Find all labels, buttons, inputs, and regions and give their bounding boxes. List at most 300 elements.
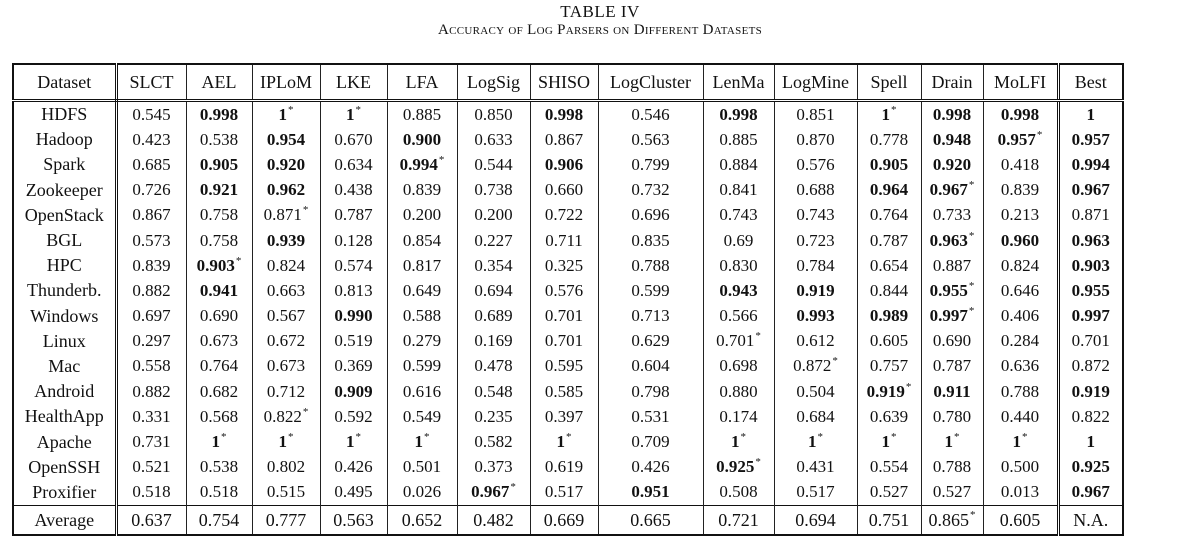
cell-value: 0.867 bbox=[544, 129, 584, 149]
cell-value: 0.418 bbox=[1000, 154, 1040, 174]
table-cell bbox=[252, 404, 320, 429]
cell-value: 0.660 bbox=[544, 180, 584, 200]
star-marker: * bbox=[510, 481, 516, 494]
cell-value: 0.784 bbox=[796, 255, 835, 275]
star-marker: * bbox=[355, 431, 361, 444]
table-cell bbox=[320, 480, 387, 506]
table-cell bbox=[598, 203, 703, 228]
table-cell bbox=[252, 429, 320, 454]
cell-value: 0.633 bbox=[474, 129, 513, 149]
cell-value: 0.824 bbox=[266, 255, 306, 275]
cell-value: 0.955 bbox=[1071, 280, 1110, 300]
table-cell bbox=[598, 178, 703, 203]
cell-value: 0.882 bbox=[132, 381, 171, 401]
cell-value: 0.967 bbox=[1071, 180, 1110, 200]
star-marker: * bbox=[235, 254, 242, 267]
cell-value: 0.672 bbox=[266, 331, 306, 351]
table-row bbox=[13, 278, 1123, 303]
table-cell bbox=[983, 127, 1058, 152]
cell-value: 0.548 bbox=[474, 381, 513, 401]
cell-value: 0.788 bbox=[932, 457, 972, 477]
table-cell bbox=[983, 506, 1058, 536]
table-cell bbox=[1058, 152, 1123, 177]
cell-value: 0.839 bbox=[402, 180, 442, 200]
cell-value: 0.787 bbox=[869, 230, 909, 250]
cell-value: 0.637 bbox=[131, 509, 172, 530]
cell-value: 0.373 bbox=[474, 457, 513, 477]
table-cell bbox=[857, 354, 921, 379]
cell-value: 0.817 bbox=[402, 255, 442, 275]
dataset-name: Android bbox=[13, 379, 116, 404]
cell-value: 0.689 bbox=[474, 306, 513, 326]
cell-value: 1 bbox=[278, 104, 287, 124]
cell-value: 0.731 bbox=[132, 432, 171, 452]
table-cell bbox=[387, 228, 457, 253]
star-marker: * bbox=[968, 179, 975, 192]
table-row bbox=[13, 404, 1123, 429]
cell-value: 0.694 bbox=[795, 509, 836, 530]
table-cell bbox=[774, 506, 857, 536]
cell-value: 0.634 bbox=[334, 154, 373, 174]
table-cell bbox=[116, 404, 186, 429]
table-cell bbox=[857, 429, 921, 454]
cell-value: 0.546 bbox=[631, 104, 670, 124]
cell-value: 0.943 bbox=[719, 280, 758, 300]
col-header: IPLoM bbox=[252, 64, 320, 101]
table-cell bbox=[774, 253, 857, 278]
cell-value: 1 bbox=[414, 432, 423, 452]
cell-value: 0.331 bbox=[132, 406, 171, 426]
table-cell bbox=[703, 253, 774, 278]
cell-value: 0.604 bbox=[631, 356, 670, 376]
table-row bbox=[13, 178, 1123, 203]
cell-value: 0.423 bbox=[132, 129, 171, 149]
cell-value: 0.563 bbox=[333, 509, 374, 530]
table-cell bbox=[116, 228, 186, 253]
table-cell bbox=[252, 127, 320, 152]
star-marker: * bbox=[954, 431, 960, 444]
cell-value: 0.554 bbox=[869, 457, 909, 477]
table-cell bbox=[1058, 253, 1123, 278]
table-cell bbox=[457, 228, 530, 253]
table-cell bbox=[983, 278, 1058, 303]
dataset-name: Hadoop bbox=[13, 127, 116, 152]
dataset-name: Average bbox=[13, 506, 116, 536]
col-header: LogMine bbox=[774, 64, 857, 101]
cell-value: 0.568 bbox=[199, 406, 239, 426]
cell-value: 0.500 bbox=[1000, 457, 1040, 477]
table-cell bbox=[530, 178, 598, 203]
table-cell bbox=[186, 278, 252, 303]
star-marker: * bbox=[968, 279, 975, 292]
cell-value: 1 bbox=[1086, 432, 1095, 452]
cell-value: 0.595 bbox=[544, 356, 584, 376]
table-cell bbox=[983, 329, 1058, 354]
cell-value: 0.870 bbox=[796, 129, 835, 149]
table-cell bbox=[320, 203, 387, 228]
cell-value: 0.169 bbox=[474, 331, 513, 351]
table-cell bbox=[1058, 329, 1123, 354]
cell-value: 0.438 bbox=[334, 180, 373, 200]
average-row bbox=[13, 506, 1123, 536]
cell-value: 0.919 bbox=[796, 280, 835, 300]
table-cell bbox=[116, 354, 186, 379]
cell-value: 0.519 bbox=[334, 331, 373, 351]
table-cell bbox=[320, 278, 387, 303]
table-cell bbox=[1058, 203, 1123, 228]
table-cell bbox=[186, 506, 252, 536]
dataset-name: BGL bbox=[13, 228, 116, 253]
cell-value: 0.527 bbox=[932, 482, 972, 502]
cell-value: 0.997 bbox=[929, 306, 968, 326]
cell-value: 0.685 bbox=[132, 154, 171, 174]
table-cell bbox=[598, 329, 703, 354]
table-cell bbox=[320, 304, 387, 329]
cell-value: 0.920 bbox=[932, 154, 972, 174]
table-cell bbox=[983, 354, 1058, 379]
cell-value: 0.508 bbox=[719, 482, 758, 502]
table-cell bbox=[598, 278, 703, 303]
table-cell bbox=[457, 404, 530, 429]
table-cell bbox=[387, 354, 457, 379]
table-cell bbox=[857, 228, 921, 253]
cell-value: 0.663 bbox=[266, 280, 306, 300]
cell-value: 0.787 bbox=[932, 356, 972, 376]
col-header: LFA bbox=[387, 64, 457, 101]
table-cell bbox=[530, 203, 598, 228]
table-cell bbox=[387, 379, 457, 404]
table-cell bbox=[530, 127, 598, 152]
cell-value: 0.850 bbox=[474, 104, 513, 124]
table-cell bbox=[186, 404, 252, 429]
table-cell bbox=[598, 480, 703, 506]
cell-value: 0.426 bbox=[334, 457, 373, 477]
cell-value: 1 bbox=[1086, 104, 1095, 124]
table-cell bbox=[921, 152, 983, 177]
table-cell bbox=[774, 404, 857, 429]
cell-value: 0.802 bbox=[266, 457, 306, 477]
table-cell bbox=[921, 354, 983, 379]
cell-value: 0.900 bbox=[402, 129, 442, 149]
table-cell bbox=[774, 228, 857, 253]
star-marker: * bbox=[891, 103, 897, 116]
cell-value: 0.960 bbox=[1000, 230, 1040, 250]
table-cell bbox=[857, 455, 921, 480]
star-marker: * bbox=[755, 330, 761, 343]
cell-value: 0.905 bbox=[869, 154, 909, 174]
cell-value: 0.538 bbox=[199, 457, 239, 477]
cell-value: 0.919 bbox=[1071, 381, 1110, 401]
cell-value: 0.839 bbox=[1000, 180, 1040, 200]
table-cell bbox=[857, 101, 921, 128]
table-cell bbox=[457, 506, 530, 536]
table-cell bbox=[1058, 506, 1123, 536]
cell-value: 1 bbox=[881, 432, 890, 452]
table-cell bbox=[921, 329, 983, 354]
cell-value: 0.799 bbox=[631, 154, 670, 174]
table-row bbox=[13, 379, 1123, 404]
cell-value: 0.997 bbox=[1071, 306, 1110, 326]
cell-value: 1 bbox=[944, 432, 953, 452]
table-cell bbox=[387, 480, 457, 506]
table-cell bbox=[252, 228, 320, 253]
table-cell bbox=[116, 152, 186, 177]
table-cell bbox=[116, 480, 186, 506]
table-cell bbox=[457, 101, 530, 128]
table-cell bbox=[857, 127, 921, 152]
cell-value: 0.588 bbox=[402, 306, 442, 326]
cell-value: 0.682 bbox=[199, 381, 239, 401]
table-cell bbox=[320, 329, 387, 354]
table-cell bbox=[921, 127, 983, 152]
table-cell bbox=[457, 455, 530, 480]
table-cell bbox=[457, 178, 530, 203]
cell-value: 0.545 bbox=[132, 104, 171, 124]
cell-value: 0.585 bbox=[544, 381, 584, 401]
cell-value: 0.726 bbox=[132, 180, 171, 200]
col-header: Spell bbox=[857, 64, 921, 101]
table-cell bbox=[116, 253, 186, 278]
table-cell bbox=[252, 354, 320, 379]
col-header: Dataset bbox=[13, 64, 116, 101]
cell-value: 0.558 bbox=[132, 356, 171, 376]
cell-value: 0.649 bbox=[402, 280, 442, 300]
table-cell bbox=[774, 480, 857, 506]
cell-value: 0.854 bbox=[402, 230, 442, 250]
table-row bbox=[13, 329, 1123, 354]
cell-value: 0.962 bbox=[266, 180, 306, 200]
cell-value: 0.688 bbox=[796, 180, 835, 200]
cell-value: 0.839 bbox=[132, 255, 171, 275]
cell-value: 0.478 bbox=[474, 356, 513, 376]
table-cell bbox=[857, 203, 921, 228]
cell-value: 0.865 bbox=[928, 509, 969, 530]
cell-value: 0.654 bbox=[869, 255, 909, 275]
table-row bbox=[13, 228, 1123, 253]
table-cell bbox=[774, 329, 857, 354]
table-cell bbox=[703, 506, 774, 536]
star-marker: * bbox=[302, 405, 309, 418]
cell-value: 0.369 bbox=[334, 356, 373, 376]
col-header: SHISO bbox=[530, 64, 598, 101]
table-cell bbox=[186, 329, 252, 354]
table-cell bbox=[1058, 178, 1123, 203]
table-cell bbox=[320, 404, 387, 429]
col-header: Best bbox=[1058, 64, 1123, 101]
dataset-name: Linux bbox=[13, 329, 116, 354]
table-cell bbox=[598, 354, 703, 379]
table-cell bbox=[1058, 101, 1123, 128]
star-marker: * bbox=[221, 431, 227, 444]
table-cell bbox=[186, 429, 252, 454]
cell-value: 0.871 bbox=[263, 205, 302, 225]
cell-value: 0.696 bbox=[631, 205, 670, 225]
cell-value: 0.325 bbox=[544, 255, 584, 275]
table-cell bbox=[116, 203, 186, 228]
table-cell bbox=[703, 228, 774, 253]
cell-value: 0.013 bbox=[1000, 482, 1040, 502]
cell-value: 0.909 bbox=[334, 381, 373, 401]
table-cell bbox=[921, 455, 983, 480]
table-cell bbox=[857, 304, 921, 329]
cell-value: 0.026 bbox=[402, 482, 442, 502]
cell-value: 0.754 bbox=[198, 509, 240, 530]
cell-value: 0.743 bbox=[796, 205, 835, 225]
table-cell bbox=[457, 379, 530, 404]
table-cell bbox=[186, 253, 252, 278]
cell-value: 0.994 bbox=[399, 154, 438, 174]
table-cell bbox=[186, 152, 252, 177]
dataset-name: HDFS bbox=[13, 101, 116, 128]
cell-value: 0.227 bbox=[474, 230, 513, 250]
table-cell bbox=[774, 455, 857, 480]
col-header: LenMa bbox=[703, 64, 774, 101]
cell-value: 0.576 bbox=[544, 280, 584, 300]
table-cell bbox=[857, 480, 921, 506]
cell-value: 1 bbox=[1012, 432, 1021, 452]
table-cell bbox=[857, 404, 921, 429]
table-cell bbox=[457, 329, 530, 354]
cell-value: 0.993 bbox=[796, 306, 835, 326]
cell-value: 0.567 bbox=[266, 306, 306, 326]
cell-value: 0.684 bbox=[796, 406, 835, 426]
table-cell bbox=[252, 379, 320, 404]
table-cell bbox=[252, 455, 320, 480]
cell-value: 0.297 bbox=[132, 331, 171, 351]
cell-value: 0.998 bbox=[544, 104, 584, 124]
cell-value: 0.882 bbox=[132, 280, 171, 300]
cell-value: 0.733 bbox=[932, 205, 972, 225]
cell-value: 0.723 bbox=[796, 230, 835, 250]
table-cell bbox=[320, 228, 387, 253]
cell-value: 0.757 bbox=[869, 356, 909, 376]
cell-value: 0.957 bbox=[997, 129, 1036, 149]
cell-value: 0.712 bbox=[266, 381, 306, 401]
table-cell bbox=[320, 101, 387, 128]
table-cell bbox=[252, 178, 320, 203]
star-marker: * bbox=[1036, 128, 1043, 141]
table-cell bbox=[116, 304, 186, 329]
cell-value: 0.788 bbox=[631, 255, 670, 275]
table-cell bbox=[774, 354, 857, 379]
cell-value: 0.200 bbox=[474, 205, 513, 225]
table-cell bbox=[921, 429, 983, 454]
cell-value: 0.605 bbox=[999, 509, 1041, 530]
table-cell bbox=[530, 253, 598, 278]
table-cell bbox=[598, 101, 703, 128]
cell-value: 1 bbox=[731, 432, 740, 452]
cell-value: 0.955 bbox=[929, 280, 968, 300]
cell-value: 0.235 bbox=[474, 406, 513, 426]
cell-value: 0.698 bbox=[719, 356, 758, 376]
table-cell bbox=[703, 152, 774, 177]
cell-value: 0.872 bbox=[1071, 356, 1110, 376]
col-header: LKE bbox=[320, 64, 387, 101]
table-cell bbox=[116, 506, 186, 536]
cell-value: 0.518 bbox=[132, 482, 171, 502]
cell-value: 0.841 bbox=[719, 180, 758, 200]
cell-value: 0.544 bbox=[474, 154, 513, 174]
table-cell bbox=[387, 203, 457, 228]
table-cell bbox=[921, 506, 983, 536]
cell-value: 0.998 bbox=[719, 104, 758, 124]
cell-value: 0.354 bbox=[474, 255, 513, 275]
table-cell bbox=[116, 278, 186, 303]
table-cell bbox=[983, 480, 1058, 506]
table-cell bbox=[457, 429, 530, 454]
cell-value: 0.951 bbox=[631, 482, 670, 502]
table-cell bbox=[983, 152, 1058, 177]
table-cell bbox=[598, 379, 703, 404]
cell-value: 0.538 bbox=[199, 129, 239, 149]
cell-value: 0.652 bbox=[401, 509, 443, 530]
cell-value: 0.941 bbox=[199, 280, 239, 300]
cell-value: 0.665 bbox=[630, 509, 671, 530]
table-cell bbox=[921, 304, 983, 329]
cell-value: 0.636 bbox=[1000, 356, 1040, 376]
table-cell bbox=[921, 178, 983, 203]
star-marker: * bbox=[438, 153, 445, 166]
table-cell bbox=[983, 101, 1058, 128]
header-row bbox=[13, 64, 1123, 101]
table-cell bbox=[186, 178, 252, 203]
table-cell bbox=[252, 506, 320, 536]
cell-value: 0.701 bbox=[1071, 331, 1110, 351]
table-cell bbox=[530, 278, 598, 303]
table-cell bbox=[983, 429, 1058, 454]
table-cell bbox=[598, 253, 703, 278]
table-cell bbox=[457, 278, 530, 303]
table-cell bbox=[186, 379, 252, 404]
dataset-name: Windows bbox=[13, 304, 116, 329]
cell-value: 0.990 bbox=[334, 306, 373, 326]
table-cell bbox=[598, 127, 703, 152]
table-cell bbox=[703, 404, 774, 429]
table-cell bbox=[186, 304, 252, 329]
table-cell bbox=[598, 404, 703, 429]
cell-value: 0.822 bbox=[263, 406, 302, 426]
table-cell bbox=[320, 455, 387, 480]
cell-value: 0.798 bbox=[631, 381, 670, 401]
cell-value: 0.764 bbox=[869, 205, 909, 225]
cell-value: 0.998 bbox=[199, 104, 239, 124]
col-header: AEL bbox=[186, 64, 252, 101]
table-cell bbox=[116, 127, 186, 152]
cell-value: 0.527 bbox=[869, 482, 909, 502]
table-cell bbox=[530, 379, 598, 404]
cell-value: 0.612 bbox=[796, 331, 835, 351]
table-cell bbox=[530, 354, 598, 379]
table-cell bbox=[774, 278, 857, 303]
cell-value: 0.629 bbox=[631, 331, 670, 351]
cell-value: 0.887 bbox=[932, 255, 972, 275]
table-cell bbox=[387, 278, 457, 303]
dataset-name: Proxifier bbox=[13, 480, 116, 506]
table-row bbox=[13, 304, 1123, 329]
table-cell bbox=[116, 329, 186, 354]
table-cell bbox=[703, 101, 774, 128]
cell-value: 0.921 bbox=[199, 180, 239, 200]
cell-value: 0.697 bbox=[132, 306, 171, 326]
table-cell bbox=[387, 329, 457, 354]
table-row bbox=[13, 253, 1123, 278]
cell-value: 0.582 bbox=[474, 432, 513, 452]
col-header: SLCT bbox=[116, 64, 186, 101]
cell-value: 0.732 bbox=[631, 180, 670, 200]
table-cell bbox=[921, 203, 983, 228]
cell-value: 0.903 bbox=[1071, 255, 1110, 275]
table-cell bbox=[983, 203, 1058, 228]
